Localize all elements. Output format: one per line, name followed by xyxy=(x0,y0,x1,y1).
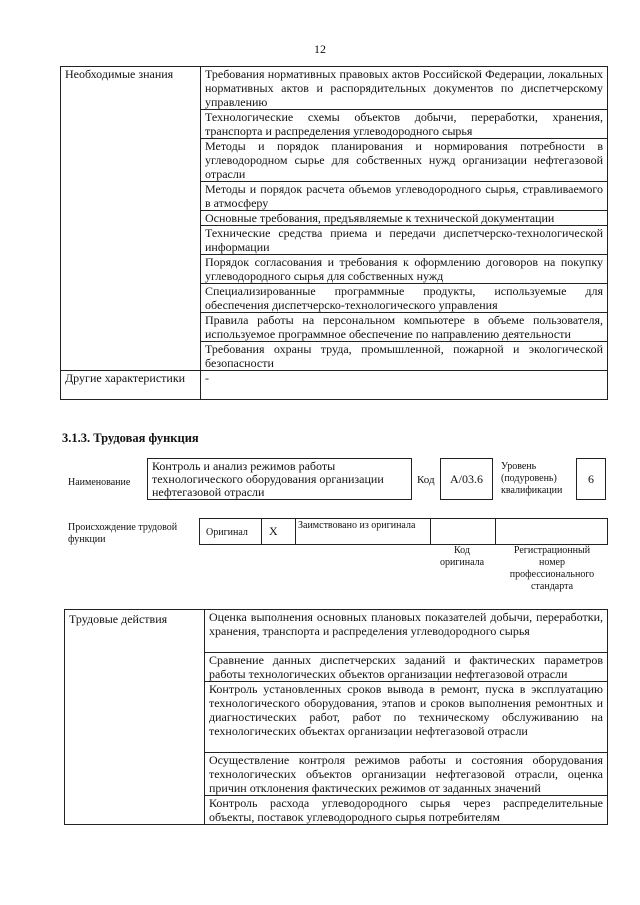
section-heading: 3.1.3. Трудовая функция xyxy=(62,431,199,445)
action-item: Сравнение данных диспетчерских заданий и фактических параметров работы технологических объектов организации нефтегазовой отрасли xyxy=(205,653,608,682)
action-item: Контроль установленных сроков вывода в ремонт, пуска в эксплуатацию технологического оборудования, этапов и сроков выполнения ремонтных и диагностических работ, работ по техническому обслуживанию на технологических объектах организации нефтегазовой отрасли xyxy=(205,682,608,753)
name-label: Наименование xyxy=(68,477,131,488)
knowledge-item: Методы и порядок расчета объемов углеводородного сырья, стравливаемого в атмосферу xyxy=(201,182,608,211)
table-row xyxy=(61,67,608,110)
page-number: 12 xyxy=(314,42,326,56)
original-mark-cell xyxy=(261,519,296,544)
knowledge-item: Технические средства приема и передачи диспетчерско-технологической информации xyxy=(201,226,608,255)
knowledge-item: Основные требования, предъявляемые к технической документации xyxy=(201,211,608,226)
table-row xyxy=(65,610,608,653)
knowledge-table xyxy=(60,66,608,400)
qualification-level: 6 xyxy=(576,458,606,500)
knowledge-item: Технологические схемы объектов добычи, переработки, хранения, транспорта и распределения углеводородного сырья xyxy=(201,110,608,139)
function-name: Контроль и анализ режимов работы технологического оборудования организации нефтегазовой отрасли xyxy=(147,458,412,500)
code-original-label: Код оригинала xyxy=(439,545,485,568)
knowledge-item: Правила работы на персональном компьютере в объеме пользователя, используемое программное обеспечение по направлению деятельности xyxy=(201,313,608,342)
reg-number-label: Регистрационный номер профессионального стандарта xyxy=(509,545,595,592)
original-cell xyxy=(200,519,262,544)
original-label: Оригинал xyxy=(206,527,248,538)
level-label: Уровень (подуровень) квалификации xyxy=(501,461,563,496)
action-item: Контроль расхода углеводородного сырья через распределительные объекты, поставок углеводородного сырья потребителям xyxy=(205,796,608,825)
borrowed-label: Заимствовано из оригинала xyxy=(298,520,416,531)
knowledge-item: Требования нормативных правовых актов Российской Федерации, локальных нормативных актов и распорядительных документов по диспетчерскому управлению xyxy=(201,67,608,110)
borrowed-cell xyxy=(295,519,431,544)
code-original-cell xyxy=(430,519,496,544)
knowledge-item: Порядок согласования и требования к оформлению договоров на покупку углеводородного сырья для собственных нужд xyxy=(201,255,608,284)
code-label: Код xyxy=(417,474,435,486)
actions-table xyxy=(64,609,608,825)
knowledge-item: Методы и порядок планирования и нормирования потребности в углеводородном сырье для собственных нужд организации нефтегазовой отрасли xyxy=(201,139,608,182)
original-mark: X xyxy=(269,524,278,538)
origin-label: Происхождение трудовой функции xyxy=(68,522,178,545)
other-value: - xyxy=(201,371,608,400)
actions-label: Трудовые действия xyxy=(65,610,205,825)
function-code: А/03.6 xyxy=(440,458,493,500)
knowledge-item: Специализированные программные продукты, используемые для обеспечения диспетчерско-технологического управления xyxy=(201,284,608,313)
action-item: Оценка выполнения основных плановых показателей добычи, переработки, хранения, транспорта и распределения углеводородного сырья xyxy=(205,610,608,653)
knowledge-label: Необходимые знания xyxy=(61,67,201,371)
origin-row xyxy=(199,518,608,545)
knowledge-item: Требования охраны труда, промышленной, пожарной и экологической безопасности xyxy=(201,342,608,371)
action-item: Осуществление контроля режимов работы и состояния оборудования технологических объектов организации нефтегазовой отрасли, оценка причин отклонения фактических режимов от заданных значений xyxy=(205,753,608,796)
other-label: Другие характеристики xyxy=(61,371,201,400)
table-row xyxy=(61,371,608,400)
